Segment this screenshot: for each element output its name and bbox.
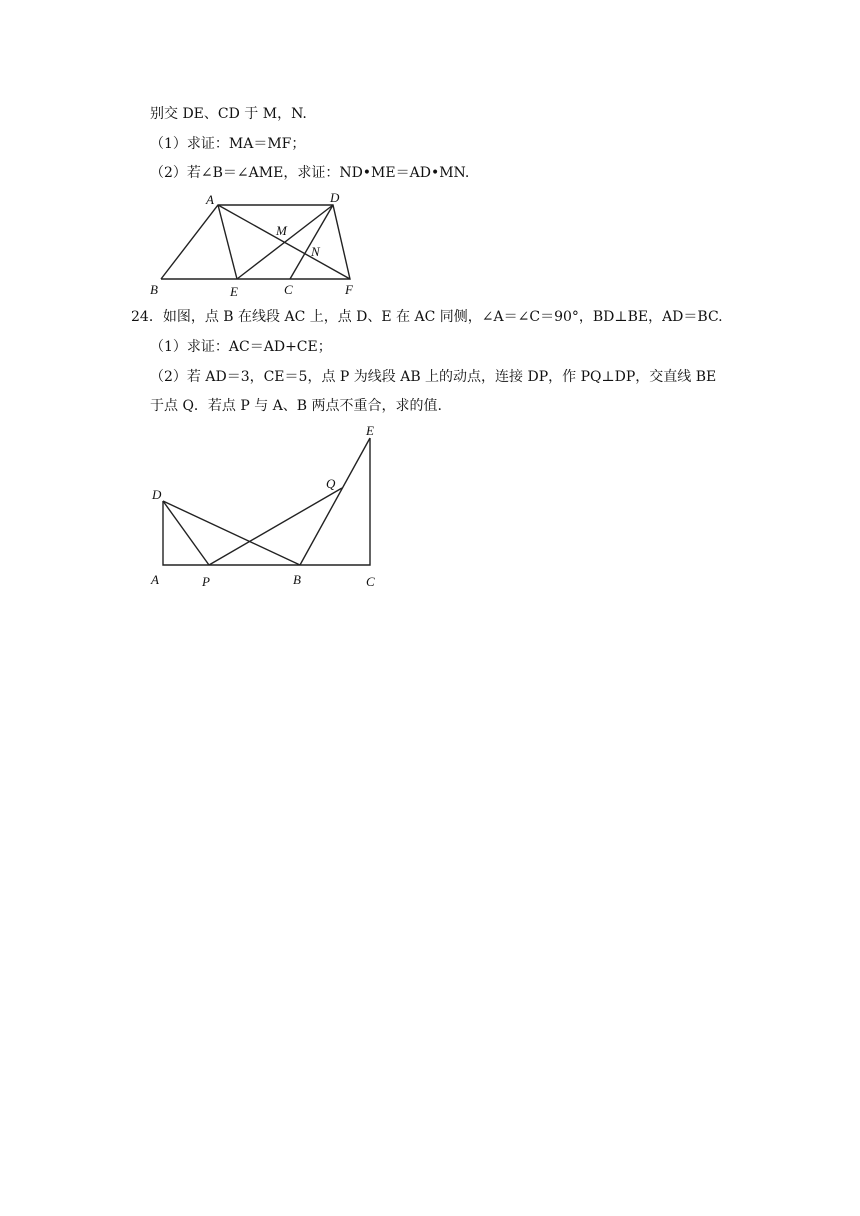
q24-label-C: C bbox=[366, 574, 375, 589]
q24-part2-line1: （2）若 AD＝3，CE＝5，点 P 为线段 AB 上的动点，连接 DP，作 PQ⊥DP，交直线 BE bbox=[150, 369, 717, 385]
q24-segment-DB bbox=[163, 501, 300, 565]
q23-label-B: B bbox=[150, 282, 158, 297]
q24-part2-line2: 于点 Q．若点 P 与 A、B 两点不重合，求的值. bbox=[150, 398, 442, 414]
q24-label-P: P bbox=[202, 574, 210, 589]
q23-segment-AE bbox=[218, 205, 237, 279]
q23-part1: （1）求证：MA＝MF； bbox=[150, 136, 306, 152]
q23-figure bbox=[140, 190, 380, 300]
q24-segment-DP bbox=[163, 501, 209, 565]
q23-label-F: F bbox=[345, 282, 353, 297]
q23-segment-DE bbox=[237, 205, 333, 279]
q24-segment-BE bbox=[300, 438, 370, 565]
q23-continuation: 别交 DE、CD 于 M，N. bbox=[150, 106, 307, 122]
q24-part1: （1）求证：AC＝AD+CE； bbox=[150, 339, 332, 355]
q23-label-C: C bbox=[284, 282, 293, 297]
q24-label-E: E bbox=[366, 423, 374, 438]
q24-outline bbox=[163, 438, 370, 565]
q24-label-B: B bbox=[293, 572, 301, 587]
q23-label-A: A bbox=[206, 192, 214, 207]
q23-label-N: N bbox=[311, 244, 320, 259]
q23-label-E: E bbox=[230, 284, 238, 299]
q24-label-Q: Q bbox=[326, 476, 336, 491]
q23-segment-DC bbox=[290, 205, 333, 279]
q23-part2: （2）若∠B＝∠AME，求证：ND•ME＝AD•MN. bbox=[150, 165, 470, 181]
q23-quad-outline bbox=[161, 205, 350, 279]
q24-label-D: D bbox=[152, 487, 162, 502]
q24-label-A: A bbox=[151, 572, 159, 587]
q23-label-D: D bbox=[330, 190, 340, 205]
q24-figure bbox=[140, 420, 390, 590]
q23-label-M: M bbox=[276, 223, 287, 238]
q24-stem: 24．如图，点 B 在线段 AC 上，点 D、E 在 AC 同侧，∠A＝∠C＝90°，BD⊥BE，AD＝BC. bbox=[131, 309, 723, 325]
